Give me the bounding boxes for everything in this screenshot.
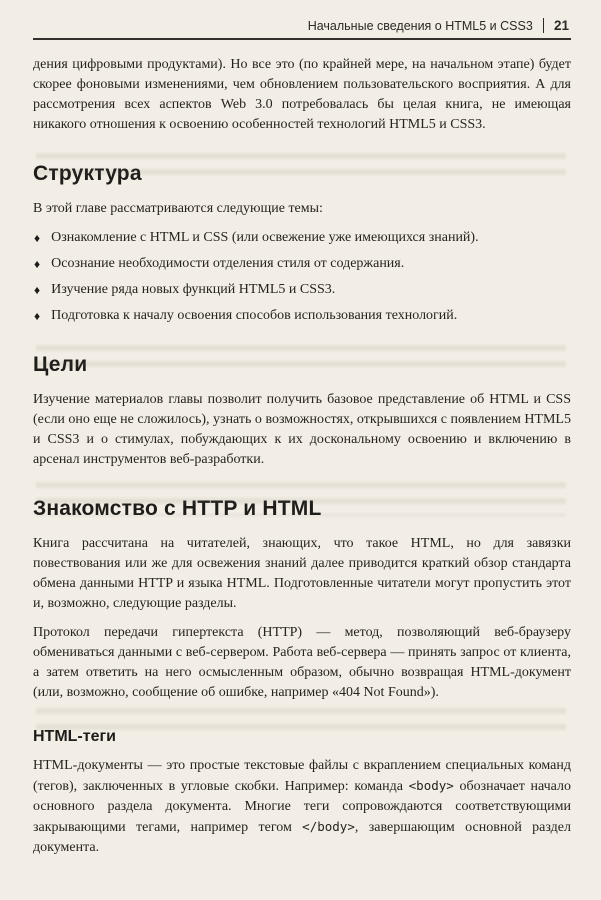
- page-number: 21: [553, 18, 569, 33]
- list-item-text: Изучение ряда новых функций HTML5 и CSS3.: [51, 281, 336, 297]
- list-item: [34, 306, 571, 326]
- code-body-open-tag: <body>: [408, 777, 454, 793]
- section-heading-http-html: Знакомство с HTTP и HTML: [33, 496, 322, 520]
- paragraph-html-tags-text-2: обозначает начало основного раздела документа. Многие теги сопровождаются соответствующими закрывающими тегами, например тегом: [33, 778, 571, 835]
- diamond-bullet-icon: ♦: [34, 308, 41, 323]
- paragraph-http-html-1: Книга рассчитана на читателей, знающих, что такое HTML, но для завязки повествования или же для освежения знаний далее приводится краткий обзор стандарта обмена данными HTTP и языка HTML. Подготовленные читатели могут пропустить этот и, возможно, следующие разделы.: [33, 535, 571, 611]
- section-heading-structure: Структура: [33, 161, 142, 185]
- paragraph-intro-continuation: дения цифровыми продуктами). Но все это (по крайней мере, на начальном этапе) будет скорее фоновыми изменениями, чем обновлением пользовательского восприятия. А для рассмотрения всех аспектов Web 3.0 потребовалась бы целая книга, не имеющая никакого отношения к освоению особенностей технологий HTML5 и CSS3.: [33, 56, 571, 132]
- list-item-text: Осознание необходимости отделения стиля от содержания.: [51, 255, 405, 271]
- list-item: [34, 254, 571, 274]
- list-item-text: Подготовка к началу освоения способов использования технологий.: [51, 307, 458, 323]
- topics-list: [33, 228, 571, 326]
- paragraph-html-tags: [33, 756, 571, 858]
- structure-lead-text: В этой главе рассматриваются следующие темы:: [33, 200, 323, 216]
- diamond-bullet-icon: ♦: [34, 230, 41, 245]
- header-divider: [543, 18, 544, 33]
- subsection-heading-html-tags: HTML-теги: [33, 727, 116, 745]
- list-item: [34, 228, 571, 248]
- list-item: [34, 280, 571, 300]
- code-body-close-tag: </body>: [302, 818, 355, 834]
- running-head-title: Начальные сведения о HTML5 и CSS3: [307, 18, 533, 33]
- paragraph-html-tags-text-1: HTML-документы — это простые текстовые файлы с вкраплением специальных команд (тегов), заключенных в угловые скобки. Например: команда: [33, 757, 571, 794]
- paragraph-http-html-2: Протокол передачи гипертекста (HTTP) — метод, позволяющий веб-браузеру обмениваться данными с веб-сервером. Работа веб-сервера — принять запрос от клиента, а затем ответить на него осмысленным образом, обычно возвращая HTML-документ (или, возможно, сообщение об ошибке, например «404 Not Found»).: [33, 624, 571, 700]
- section-heading-goals: Цели: [33, 352, 88, 376]
- diamond-bullet-icon: ♦: [34, 282, 41, 297]
- page-header: [33, 18, 571, 33]
- diamond-bullet-icon: ♦: [34, 256, 41, 271]
- page-content: [33, 55, 571, 858]
- paragraph-html-tags-text-3: , завершающим основной раздел документа.: [33, 819, 571, 855]
- header-rule: [33, 38, 571, 40]
- list-item-text: Ознакомление с HTML и CSS (или освежение уже имеющихся знаний).: [51, 229, 479, 245]
- paragraph-goals: Изучение материалов главы позволит получить базовое представление об HTML и CSS (если оно еще не сложилось), узнать о возможностях, открывшихся с появлением HTML5 и CSS3 и о стимулах, побуждающих к их доскональному освоению и включению в арсенал инструментов веб-разработки.: [33, 391, 571, 467]
